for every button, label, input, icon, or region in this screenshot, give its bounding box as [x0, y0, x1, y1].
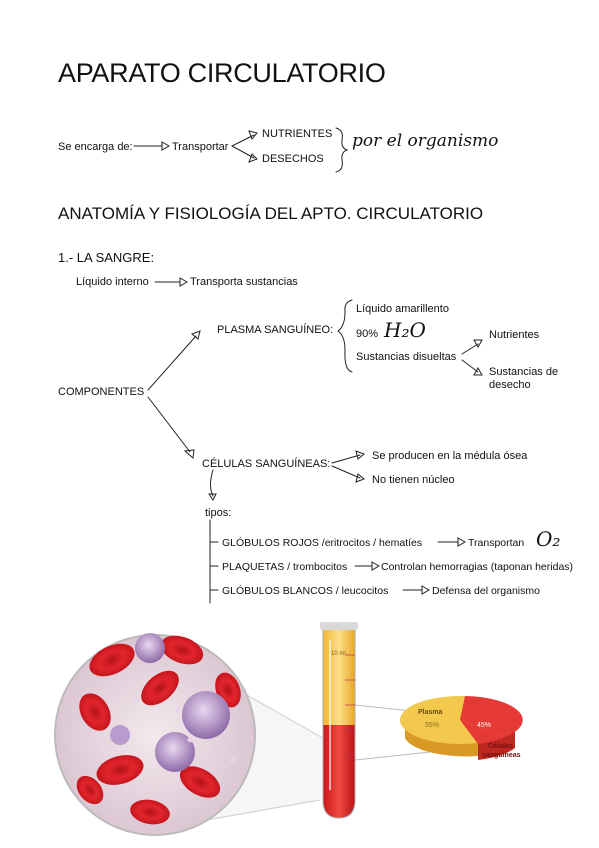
intro-label: Se encarga de: — [58, 141, 133, 153]
plasma-item-liquid: Líquido amarillento — [356, 303, 449, 315]
oxygen-formula: O₂ — [536, 527, 561, 551]
type-white-cells: GLÓBULOS BLANCOS / leucocitos — [222, 585, 389, 597]
plasma-item-dissolved: Sustancias disueltas — [356, 351, 457, 363]
type-white-cells-function: Defensa del organismo — [432, 585, 540, 597]
plasma-item-percent: 90% — [356, 328, 379, 340]
type-platelets-function: Controlan hemorragias (taponan heridas) — [381, 561, 574, 573]
plasma-water-formula: H₂O — [384, 318, 426, 342]
components-label: COMPONENTES — [58, 386, 145, 398]
composition-pie-chart — [400, 696, 523, 760]
intro-item-desechos: DESECHOS — [262, 153, 324, 165]
intro-item-nutrientes: NUTRIENTES — [262, 128, 333, 140]
dissolved-waste-line1: Sustancias de — [489, 366, 559, 378]
pie-value-plasma: 55% — [425, 722, 440, 729]
pie-label-cells-line2: sanguíneas — [482, 752, 521, 759]
pie-label-cells-line1: Células — [488, 743, 513, 750]
cells-fact-marrow: Se producen en la médula ósea — [372, 450, 528, 462]
cells-types-label: tipos: — [205, 507, 232, 519]
pie-label-plasma: Plasma — [418, 709, 443, 716]
type-platelets: PLAQUETAS / trombocitos — [222, 561, 348, 573]
plasma-label: PLASMA SANGUÍNEO: — [217, 324, 334, 336]
liquid-result: Transporta sustancias — [190, 276, 298, 288]
cells-label: CÉLULAS SANGUÍNEAS: — [202, 458, 331, 470]
pie-value-cells: 45% — [477, 722, 492, 729]
type-red-cells-function: Transportan — [468, 537, 525, 549]
subsection-title: 1.- LA SANGRE: — [58, 250, 155, 265]
type-red-cells: GLÓBULOS ROJOS /eritrocitos / hematíes — [222, 537, 423, 549]
intro-verb: Transportar — [172, 141, 229, 153]
liquid-label: Líquido interno — [76, 276, 149, 288]
dissolved-waste-line2: desecho — [489, 379, 531, 391]
dissolved-nutrients: Nutrientes — [489, 329, 540, 341]
section-title: ANATOMÍA Y FISIOLOGÍA DEL APTO. CIRCULATORIO — [58, 204, 484, 223]
tube-volume-mark: 10 ml — [331, 651, 346, 657]
intro-handwritten-note: por el organismo — [352, 131, 499, 151]
page-title: APARATO CIRCULATORIO — [58, 58, 386, 88]
cells-fact-nucleus: No tienen núcleo — [372, 474, 455, 486]
